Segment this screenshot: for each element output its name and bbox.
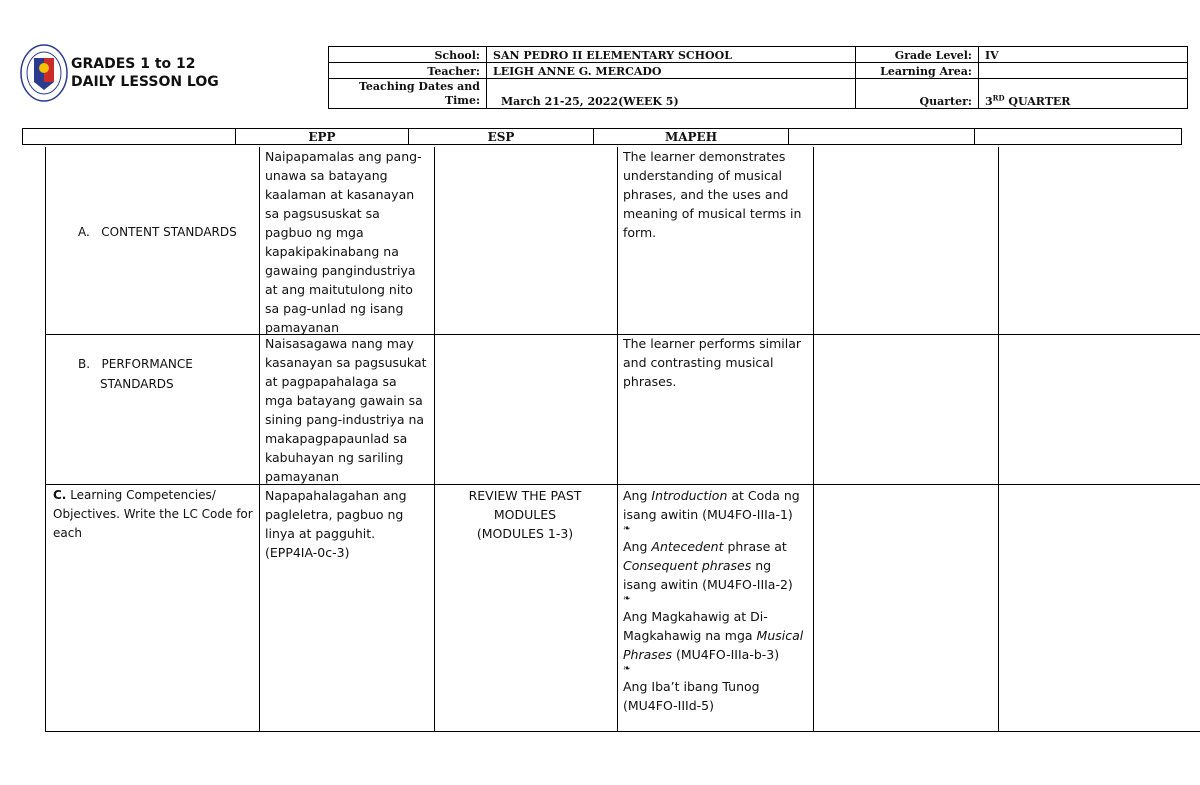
grid-line [617,147,618,731]
row-content-standards-label: A. CONTENT STANDARDS [78,225,237,239]
performance-standards-mapeh: The learner performs similar and contrasting musical phrases. [623,336,801,389]
school-label: School: [329,47,487,63]
teaching-dates-label-line2: Time: [444,94,480,107]
teacher-label: Teacher: [329,63,487,79]
deped-seal-logo [20,44,68,102]
header-info-table [328,46,1188,109]
mapeh-competency-4: Ang Iba’t ibang Tunog (MU4FO-IIId-5) [623,679,760,713]
learning-area-value [979,63,1188,79]
competencies-mapeh [623,486,808,715]
row-performance-standards-label: B. PERFORMANCE STANDARDS [78,357,193,391]
mapeh-competency-2: Ang Antecedent phrase at Consequent phrases ng isang awitin (MU4FO-IIIa-2) [623,539,793,592]
school-value: SAN PEDRO II ELEMENTARY SCHOOL [487,47,856,63]
subject-col-epp: EPP [236,129,409,145]
bullet-icon: ❧ [623,524,631,534]
subject-header-row [22,128,1182,145]
teaching-dates-label-line1: Teaching Dates and [358,80,480,93]
form-title-line1: GRADES 1 to 12 [71,56,196,72]
competencies-epp: Napapahalagahan ang pagleletra, pagbuo ng linya at pagguhit. (EPP4IA-0c-3) [265,488,407,560]
subject-col-mapeh: MAPEH [594,129,789,145]
grid-line [998,147,999,731]
grade-level-label: Grade Level: [856,47,979,63]
competencies-esp: REVIEW THE PAST MODULES (MODULES 1-3) [468,488,582,541]
grid-line [813,147,814,731]
mapeh-competency-3: Ang Magkahawig at Di-Magkahawig na mga Musical Phrases (MU4FO-IIIa-b-3) [623,609,804,662]
teaching-dates-value: March 21-25, 2022(WEEK 5) [487,79,856,109]
content-standards-mapeh: The learner demonstrates understanding of musical phrases, and the uses and meaning of musical terms in form. [623,149,802,240]
subject-col-blank-2 [789,129,975,145]
grid-line [259,147,260,731]
teaching-dates-label [329,79,487,109]
bullet-icon: ❧ [623,594,631,604]
subject-col-blank [23,129,236,145]
form-title-line2: DAILY LESSON LOG [71,74,219,90]
subject-col-esp: ESP [409,129,594,145]
quarter-label: Quarter: [856,79,979,109]
mapeh-competency-1: Ang Introduction at Coda ng isang awitin (MU4FO-IIIa-1) [623,488,800,522]
row-learning-competencies-label: C. Learning Competencies/ Objectives. Write the LC Code for each [53,488,253,540]
teacher-value: LEIGH ANNE G. MERCADO [487,63,856,79]
grade-level-value: IV [979,47,1188,63]
grid-line [434,147,435,731]
grid-line [45,147,46,731]
subject-col-blank-3 [975,129,1182,145]
quarter-value: 3RD QUARTER [979,79,1188,109]
content-standards-epp: Naipapamalas ang pang-unawa sa batayang kaalaman at kasanayan sa pagsususkat sa pagbuo ng mga kapakipakinabang na gawaing pangindustriya at ang maitutulong nito sa pag-unlad ng isang pamayanan [265,149,422,335]
row-divider [45,484,1200,485]
learning-area-label: Learning Area: [856,63,979,79]
row-divider [45,731,1200,732]
performance-standards-epp: Naisasagawa nang may kasanayan sa pagsusukat at pagpapahalaga sa mga batayang gawain sa sining pang-industriya na makapagpapaunlad sa kabuhayan ng sariling pamayanan [265,336,427,484]
bullet-icon: ❧ [623,664,631,674]
